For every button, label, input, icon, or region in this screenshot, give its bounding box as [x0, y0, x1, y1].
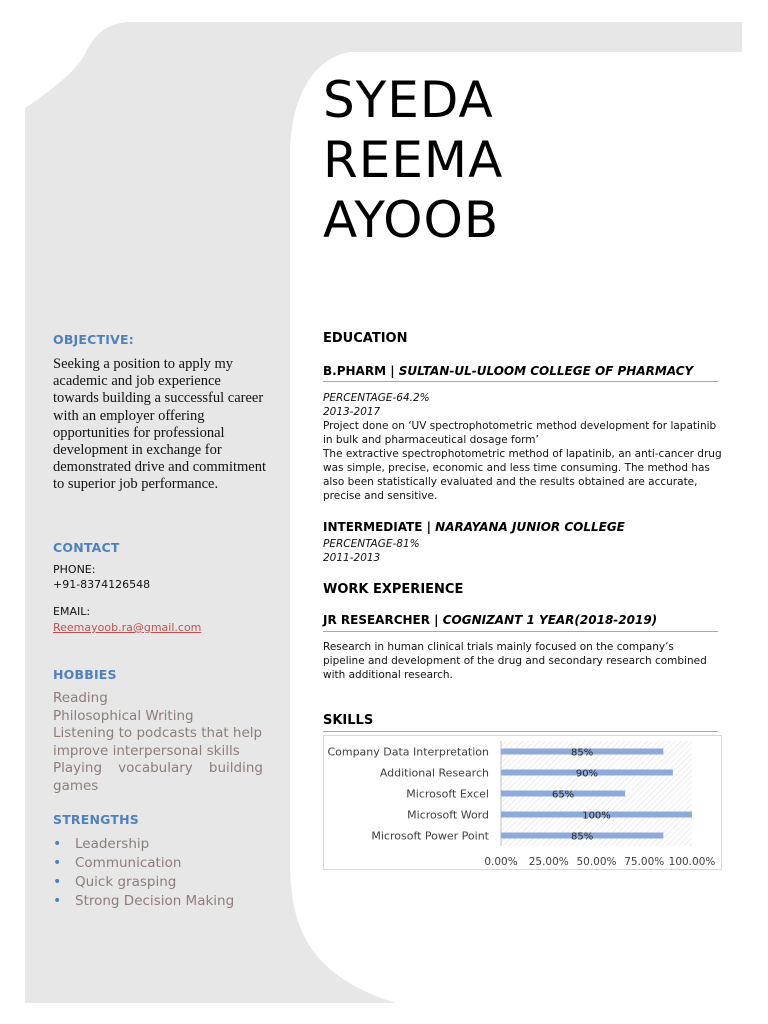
name-first: SYEDA	[323, 71, 494, 129]
chart-value-label: 85%	[571, 831, 594, 843]
chart-x-tick-label: 0.00%	[484, 856, 518, 868]
skills-chart	[323, 735, 722, 870]
section-rule	[323, 631, 718, 632]
chart-value-label: 85%	[571, 747, 594, 759]
hobby-line: Philosophical Writing	[53, 707, 194, 724]
email-label: EMAIL:	[53, 605, 91, 618]
hobby-line: Playing vocabulary building	[53, 760, 263, 777]
chart-value-label: 90%	[575, 768, 599, 780]
chart-x-tick-label: 25.00%	[528, 856, 569, 868]
education-details: Project done on ‘UV spectrophotometric method development for lapatinib in bulk and pharmaceutical dosage form’ The extractive spectrophotometric method of lapatinib, an anti-cancer drug was simple, precise, economic and less time consuming. The method has also been statistically evaluated and the results obtained are accurate, precise and sensitive.	[323, 420, 722, 502]
strengths-heading: STRENGTHS	[53, 812, 139, 827]
chart-category-label: Additional Research	[379, 766, 489, 780]
skills-chart-svg	[324, 736, 721, 869]
strength-item: • Communication	[53, 854, 234, 873]
institution-name: SULTAN-UL-ULOOM COLLEGE OF PHARMACY	[398, 364, 694, 378]
email-link[interactable]: Reemayoob.ra@gmail.com	[53, 621, 202, 634]
institution-name: NARAYANA JUNIOR COLLEGE	[435, 520, 625, 534]
chart-category-label: Microsoft Excel	[406, 787, 489, 801]
chart-x-tick-label: 100.00%	[668, 856, 716, 868]
phone-value: +91-8374126548	[53, 578, 151, 591]
chart-category-label: Company Data Interpretation	[327, 745, 489, 759]
hobby-line: games	[53, 777, 99, 794]
chart-x-tick-label: 50.00%	[576, 856, 617, 868]
education-entry-heading	[323, 520, 625, 534]
section-rule	[323, 381, 718, 382]
hobbies-heading: HOBBIES	[53, 667, 117, 682]
education-years: 2013-2017	[323, 406, 381, 418]
chart-value-label: 100%	[582, 810, 611, 822]
education-heading: EDUCATION	[323, 331, 408, 346]
work-heading: WORK EXPERIENCE	[323, 582, 464, 597]
degree-label: B.PHARM |	[323, 364, 399, 378]
job-title: JR RESEARCHER |	[323, 613, 443, 627]
chart-x-tick-label: 75.00%	[624, 856, 665, 868]
name-block	[323, 70, 503, 250]
hobby-line: improve interpersonal skills	[53, 742, 240, 759]
education-entry-heading	[323, 364, 693, 378]
hobby-line: Reading	[53, 690, 108, 706]
strength-item: • Quick grasping	[53, 873, 234, 892]
chart-category-label: Microsoft Word	[407, 808, 489, 822]
work-entry-heading	[323, 613, 657, 627]
hobbies-list	[53, 690, 263, 796]
objective-heading: OBJECTIVE:	[53, 332, 134, 347]
education-percentage: PERCENTAGE-64.2%	[323, 392, 430, 404]
name-last: AYOOB	[323, 191, 500, 249]
chart-value-label: 65%	[551, 789, 575, 801]
degree-label: INTERMEDIATE |	[323, 520, 436, 534]
work-description: Research in human clinical trials mainly focused on the company’s pipeline and development of the drug and secondary research combined with additional research.	[323, 641, 707, 681]
name-middle: REEMA	[323, 131, 504, 189]
skills-heading: SKILLS	[323, 713, 374, 728]
chart-category-label: Microsoft Power Point	[371, 829, 489, 843]
education-percentage: PERCENTAGE-81%	[323, 538, 420, 550]
hobby-line: Listening to podcasts that help	[53, 725, 263, 742]
contact-heading: CONTACT	[53, 540, 120, 555]
company-name: COGNIZANT 1 YEAR(2018-2019)	[442, 613, 658, 627]
strength-item: • Strong Decision Making	[53, 892, 234, 911]
phone-label: PHONE:	[53, 563, 96, 576]
strength-item: • Leadership	[53, 835, 234, 854]
section-rule	[323, 731, 718, 732]
objective-text: Seeking a position to apply my academic and job experience towards building a successful career with an employer offering opportunities for professional development in exchange for demonstrated drive and commitment to superior job performance.	[53, 356, 267, 493]
education-years: 2011-2013	[323, 552, 381, 564]
strengths-list	[53, 835, 234, 911]
